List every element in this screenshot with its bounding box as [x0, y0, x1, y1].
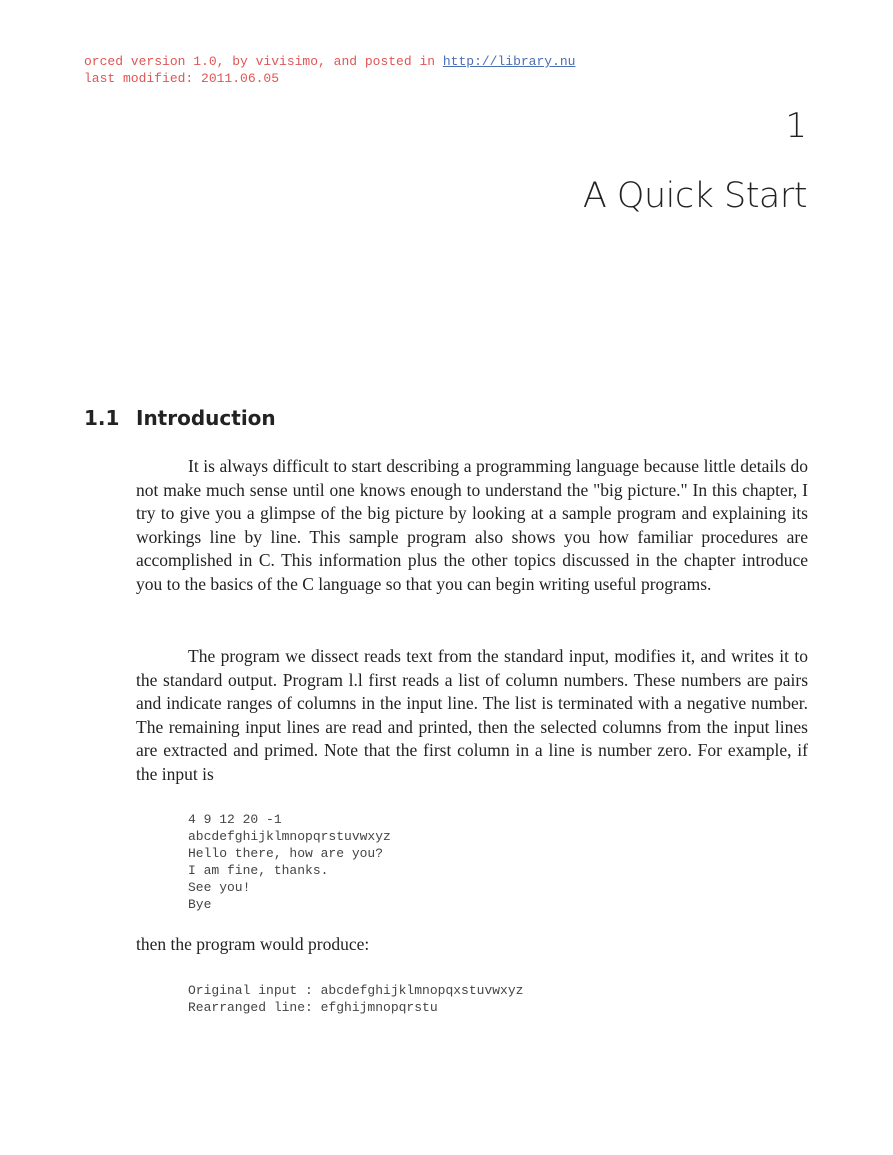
- code-line: Rearranged line: efghijmnopqrstu: [188, 1000, 438, 1015]
- code-line: Hello there, how are you?: [188, 846, 384, 861]
- section-title: Introduction: [136, 406, 276, 430]
- code-block-output: [188, 982, 523, 1016]
- code-line: Bye: [188, 897, 212, 912]
- code-line: I am fine, thanks.: [188, 863, 329, 878]
- chapter-number: 1: [785, 106, 807, 146]
- section-heading: [84, 404, 276, 432]
- code-line: See you!: [188, 880, 251, 895]
- watermark-header: [84, 53, 575, 87]
- code-line: 4 9 12 20 -1: [188, 812, 282, 827]
- code-block-input: [188, 811, 391, 913]
- watermark-line-1-text: orced version 1.0, by vivisimo, and posted in: [84, 54, 443, 69]
- intro-paragraph-1: It is always difficult to start describing a programming language because little details do not make much sense until one knows enough to understand the "big picture." In this chapter, I try to give you a glimpse of the big picture by looking at a sample program and explaining its workings line by line. This sample program also shows you how familiar procedures are accomplished in C. This information plus the other topics discussed in the chapter introduce you to the basics of the C language so that you can begin writing useful programs.: [136, 456, 808, 594]
- code-line: abcdefghijklmnopqrstuvwxyz: [188, 829, 391, 844]
- chapter-title: A Quick Start: [582, 176, 807, 216]
- intro-paragraph-2: The program we dissect reads text from the standard input, modifies it, and writes it to the standard output. Program l.l first reads a list of column numbers. These numbers are pairs and indicate ranges of columns in the input line. The list is terminated with a negative number. The remaining input lines are read and printed, then the selected columns from the input lines are extracted and primed. Note that the first column in a line is number zero. For example, if the input is: [136, 646, 808, 784]
- library-link[interactable]: http://library.nu: [442, 54, 576, 69]
- watermark-line-2: last modified: 2011.06.05: [84, 71, 280, 86]
- section-number: 1.1: [84, 406, 120, 430]
- code-line: Original input : abcdefghijklmnopqxstuvwxyz: [188, 983, 524, 998]
- output-intro-paragraph: then the program would produce:: [136, 934, 370, 954]
